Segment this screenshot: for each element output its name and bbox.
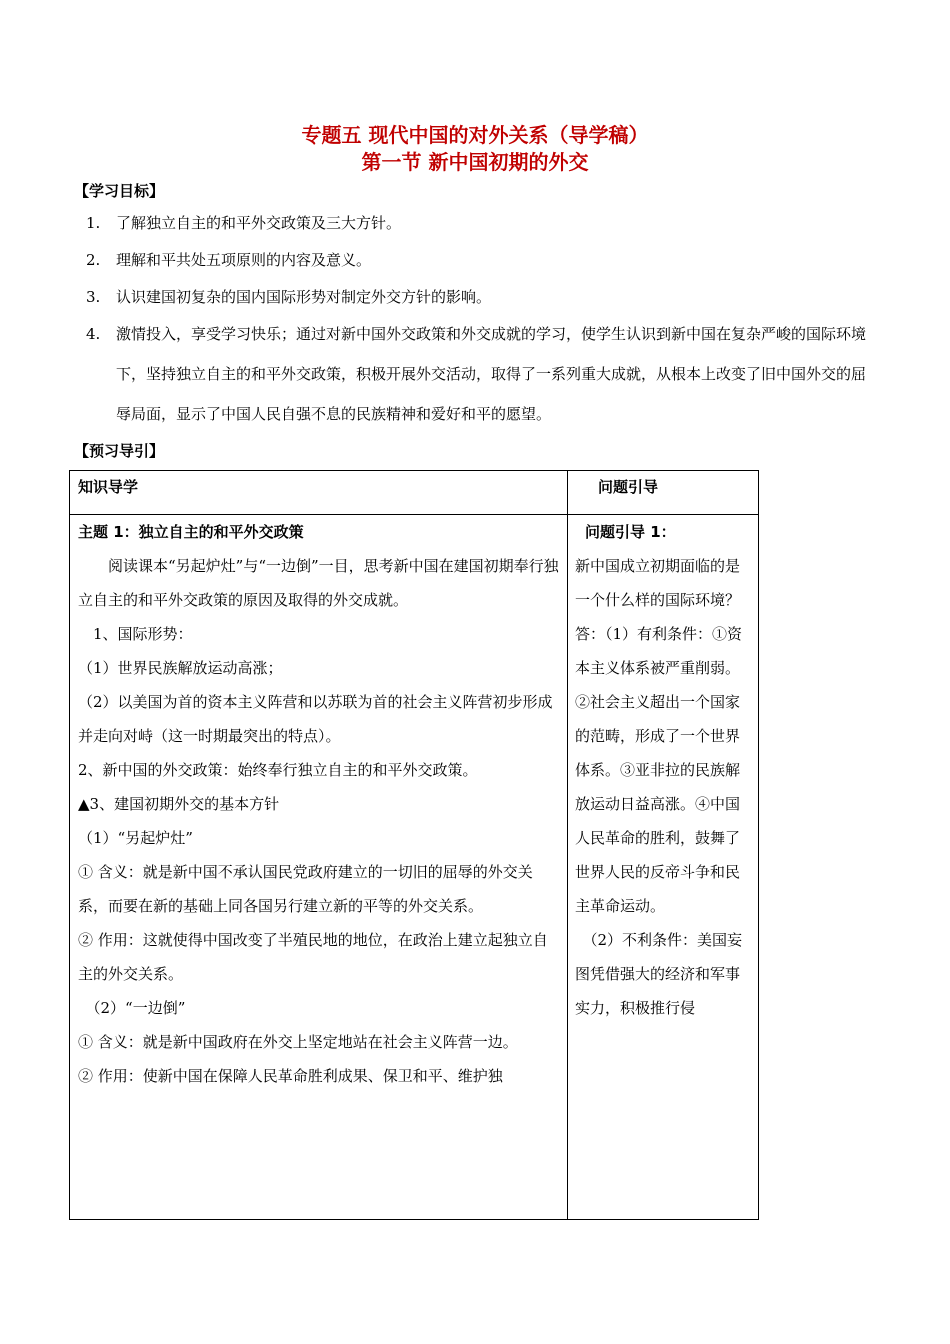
table-header-row: [70, 471, 759, 515]
column-header-knowledge: 知识导学: [70, 471, 568, 515]
paragraph: 2、新中国的外交政策：始终奉行独立自主的和平外交政策。: [78, 761, 478, 779]
answer-text: 答：（1）有利条件：①资本主义体系被严重削弱。②社会主义超出一个国家的范畴，形成了一个世界体系。③亚非拉的民族解放运动日益高涨。④中国人民革命的胜利，鼓舞了世界人民的反帝斗争和民主革命运动。: [575, 625, 743, 915]
preview-heading: 【预习导引】: [74, 442, 165, 460]
paragraph: 阅读课本“另起炉灶”与“一边倒”一目，思考新中国在建国初期奉行独立自主的和平外交政策的原因及取得的外交成就。: [78, 557, 559, 609]
objective-item: [86, 282, 876, 312]
paragraph: 1、国际形势：: [93, 625, 193, 643]
paragraph: ① 含义：就是新中国政府在外交上坚定地站在社会主义阵营一边。: [78, 1033, 518, 1051]
objective-number: 1.: [86, 214, 101, 232]
question-text: 新中国成立初期面临的是一个什么样的国际环境？: [575, 557, 741, 609]
objective-item: [86, 208, 876, 238]
answer-text: （2）不利条件：美国妄图凭借强大的经济和军事实力，积极推行侵: [575, 931, 743, 1017]
paragraph: ② 作用：这就使得中国改变了半殖民地的地位，在政治上建立起独立自主的外交关系。: [78, 931, 548, 983]
table-body-row: [70, 515, 759, 1220]
objectives-heading: 【学习目标】: [74, 182, 165, 200]
objectives-list: [86, 208, 876, 441]
section-title: 第一节 新中国初期的外交: [361, 150, 589, 174]
objective-text: 了解独立自主的和平外交政策及三大方针。: [116, 214, 402, 232]
question-cell: [568, 515, 759, 1220]
column-header-questions: 问题引导: [568, 471, 759, 515]
paragraph: （2）“一边倒”: [85, 999, 186, 1017]
question-title: 问题引导 1：: [585, 523, 676, 541]
objective-number: 3.: [86, 288, 101, 306]
paragraph: （1）世界民族解放运动高涨；: [78, 659, 283, 677]
objective-text: 理解和平共处五项原则的内容及意义。: [116, 251, 372, 269]
preview-table: [69, 470, 759, 1220]
knowledge-cell: [70, 515, 568, 1220]
document-title: 专题五 现代中国的对外关系（导学稿）: [301, 123, 649, 147]
objective-item: [86, 314, 876, 434]
objective-item: [86, 245, 876, 275]
paragraph: ② 作用：使新中国在保障人民革命胜利成果、保卫和平、维护独: [78, 1067, 503, 1085]
paragraph: （2）以美国为首的资本主义阵营和以苏联为首的社会主义阵营初步形成并走向对峙（这一时期最突出的特点）。: [78, 693, 553, 745]
paragraph: ① 含义：就是新中国不承认国民党政府建立的一切旧的屈辱的外交关系，而要在新的基础上同各国另行建立新的平等的外交关系。: [78, 863, 533, 915]
paragraph: ▲3、建国初期外交的基本方针: [78, 795, 280, 813]
objective-text: 认识建国初复杂的国内国际形势对制定外交方针的影响。: [116, 288, 492, 306]
objective-number: 2.: [86, 251, 101, 269]
topic-title: 主题 1：独立自主的和平外交政策: [78, 523, 304, 541]
objective-text: 激情投入，享受学习快乐；通过对新中国外交政策和外交成就的学习，使学生认识到新中国在复杂严峻的国际环境下，坚持独立自主的和平外交政策，积极开展外交活动，取得了一系列重大成就，从根本上改变了旧中国外交的屈辱局面，显示了中国人民自强不息的民族精神和爱好和平的愿望。: [116, 325, 867, 423]
objective-number: 4.: [86, 325, 101, 343]
paragraph: （1）“另起炉灶”: [78, 829, 193, 847]
